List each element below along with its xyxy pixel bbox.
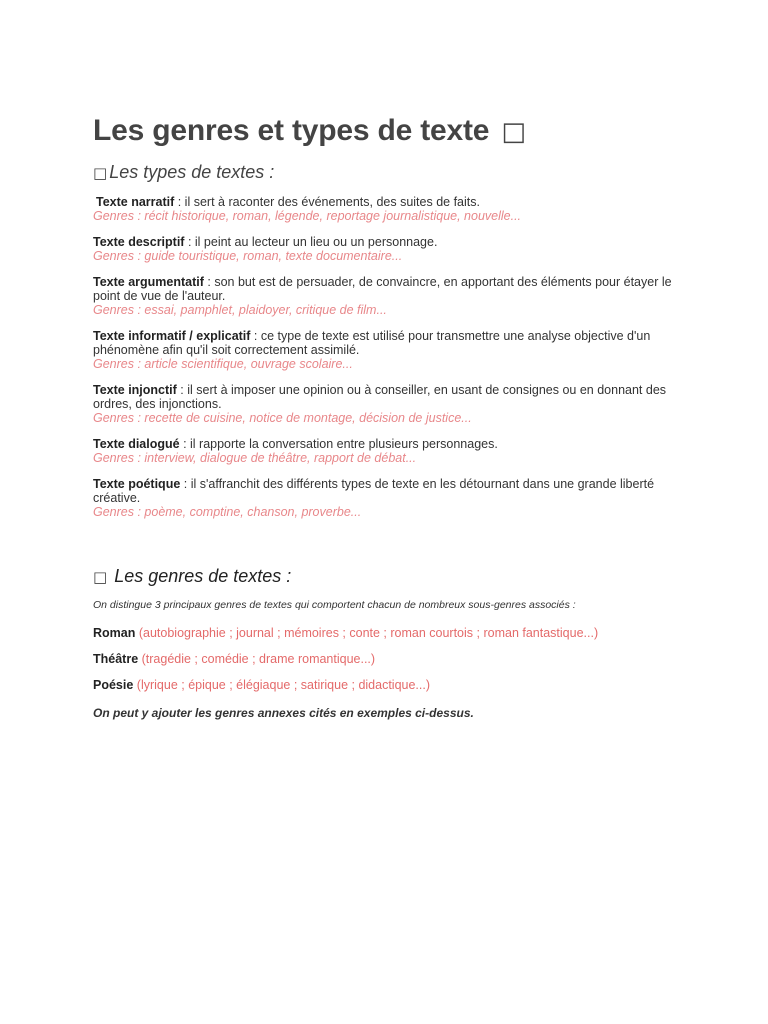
genre-name: Roman xyxy=(93,626,136,640)
genre-name: Théâtre xyxy=(93,652,139,666)
types-heading-text: Les types de textes : xyxy=(109,162,275,182)
text-type-term: Texte informatif / explicatif xyxy=(93,329,251,343)
genres-list xyxy=(93,626,683,704)
text-type-definition xyxy=(93,477,654,505)
text-type-description: : il peint au lecteur un lieu ou un personnage. xyxy=(184,235,438,249)
text-type-term: Texte poétique xyxy=(93,477,181,491)
text-type-description: : il s'affranchit des différents types de texte en les détournant dans une grande liberté créative. xyxy=(93,477,655,505)
text-type-entry-descriptif xyxy=(93,235,683,263)
text-type-term: Texte injonctif xyxy=(93,383,177,397)
text-type-genres: Genres : guide touristique, roman, texte documentaire... xyxy=(93,249,403,263)
text-type-term: Texte descriptif xyxy=(93,235,185,249)
text-type-term: Texte dialogué xyxy=(93,437,180,451)
text-type-term: Texte narratif xyxy=(96,195,175,209)
text-type-entry-informatif xyxy=(93,329,683,371)
types-heading xyxy=(93,162,274,183)
genre-subgenres: (lyrique ; épique ; élégiaque ; satirique ; didactique...) xyxy=(133,678,431,692)
genre-name: Poésie xyxy=(93,678,134,692)
genre-item-roman xyxy=(93,626,683,640)
text-type-definition xyxy=(93,437,498,451)
text-types-list xyxy=(93,195,683,531)
missing-glyph-icon: □ xyxy=(93,568,108,586)
text-type-definition xyxy=(93,383,666,411)
genres-heading-text: Les genres de textes : xyxy=(109,566,292,586)
text-type-entry-narratif xyxy=(93,195,683,223)
genres-outro: On peut y ajouter les genres annexes cités en exemples ci-dessus. xyxy=(93,706,474,720)
text-type-entry-poetique xyxy=(93,477,683,519)
genre-subgenres: (autobiographie ; journal ; mémoires ; conte ; roman courtois ; roman fantastique...) xyxy=(135,626,599,640)
text-type-definition xyxy=(93,275,672,303)
missing-glyph-icon: □ xyxy=(93,164,108,182)
text-type-term: Texte argumentatif xyxy=(93,275,204,289)
text-type-entry-argumentatif xyxy=(93,275,683,317)
text-type-entry-injonctif xyxy=(93,383,683,425)
genre-item-theatre xyxy=(93,652,683,666)
text-type-description: : il sert à imposer une opinion ou à conseiller, en usant de consignes ou en donnant des ordres, des injonctions. xyxy=(93,383,667,411)
genre-item-poesie xyxy=(93,678,683,692)
genres-heading xyxy=(93,566,291,587)
genres-intro: On distingue 3 principaux genres de textes qui comportent chacun de nombreux sous-genres associés : xyxy=(93,599,576,611)
text-type-description: : il sert à raconter des événements, des suites de faits. xyxy=(174,195,480,209)
text-type-genres: Genres : interview, dialogue de théâtre, rapport de débat... xyxy=(93,451,417,465)
text-type-genres: Genres : essai, pamphlet, plaidoyer, critique de film... xyxy=(93,303,387,317)
text-type-description: : il rapporte la conversation entre plusieurs personnages. xyxy=(179,437,498,451)
text-type-genres: Genres : article scientifique, ouvrage scolaire... xyxy=(93,357,353,371)
text-type-genres: Genres : recette de cuisine, notice de montage, décision de justice... xyxy=(93,411,472,425)
text-type-genres: Genres : poème, comptine, chanson, proverbe... xyxy=(93,505,362,519)
title-text: Les genres et types de texte xyxy=(93,114,490,147)
text-type-definition xyxy=(93,195,480,209)
page-title xyxy=(93,114,526,148)
text-type-definition xyxy=(93,329,650,357)
text-type-entry-dialogue xyxy=(93,437,683,465)
text-type-description: : ce type de texte est utilisé pour transmettre une analyse objective d'un phénomène afin qu'il soit correctement assimilé. xyxy=(93,329,651,357)
text-type-genres: Genres : récit historique, roman, légende, reportage journalistique, nouvelle... xyxy=(93,209,522,223)
genre-subgenres: (tragédie ; comédie ; drame romantique...) xyxy=(138,652,376,666)
text-type-description: : son but est de persuader, de convaincre, en apportant des éléments pour étayer le point de vue de l'auteur. xyxy=(93,275,672,303)
missing-glyph-icon: □ xyxy=(501,117,526,147)
text-type-definition xyxy=(93,235,437,249)
